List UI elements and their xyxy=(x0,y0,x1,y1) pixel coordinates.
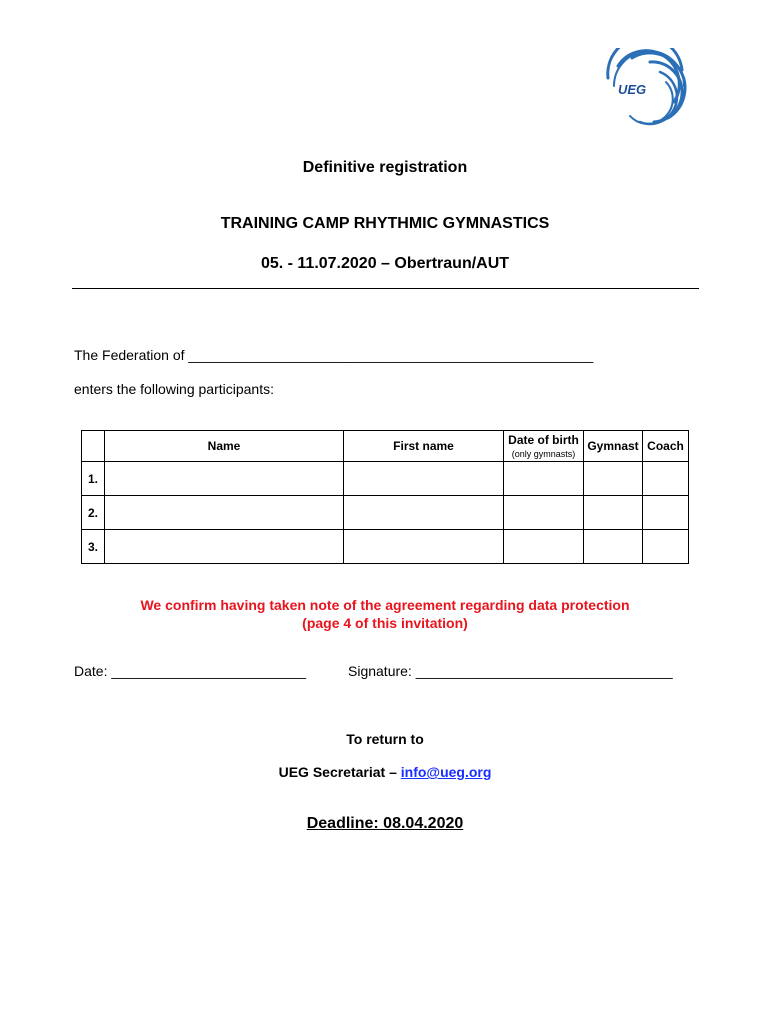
table-row xyxy=(82,496,689,530)
date-of-birth-cell[interactable] xyxy=(504,462,584,496)
email-link[interactable]: info@ueg.org xyxy=(400,764,492,780)
federation-field[interactable]: The Federation of ____________________________________________________ xyxy=(74,347,594,363)
gymnast-cell[interactable] xyxy=(584,462,643,496)
first-name-cell[interactable] xyxy=(344,530,504,564)
coach-cell[interactable] xyxy=(643,462,689,496)
coach-cell[interactable] xyxy=(643,496,689,530)
date-of-birth-cell[interactable] xyxy=(504,530,584,564)
participants-intro: enters the following participants: xyxy=(74,381,274,397)
row-number: 1. xyxy=(82,462,105,496)
row-number: 3. xyxy=(82,530,105,564)
event-dates-location: 05. - 11.07.2020 – Obertraun/AUT xyxy=(260,255,510,272)
data-protection-confirmation xyxy=(0,596,770,632)
row-number: 2. xyxy=(82,496,105,530)
logo-text: UEG xyxy=(618,82,647,97)
participants-table xyxy=(81,430,689,564)
col-name-header: Name xyxy=(105,431,344,462)
confirmation-line-2: (page 4 of this invitation) xyxy=(302,615,468,631)
deadline-block xyxy=(0,815,770,833)
signature-field[interactable]: Signature: _________________________________ xyxy=(348,663,673,679)
deadline-text: Deadline: 08.04.2020 xyxy=(306,815,464,832)
date-of-birth-note: (only gymnasts) xyxy=(511,449,576,459)
col-gymnast-header: Gymnast xyxy=(584,431,643,462)
date-of-birth-label: Date of birth xyxy=(508,433,579,447)
first-name-cell[interactable] xyxy=(344,496,504,530)
confirmation-line-1: We confirm having taken note of the agreement regarding data protection xyxy=(140,597,630,613)
col-number-header xyxy=(82,431,105,462)
first-name-cell[interactable] xyxy=(344,462,504,496)
event-title: TRAINING CAMP RHYTHMIC GYMNASTICS xyxy=(220,215,550,232)
return-to-label: To return to xyxy=(346,731,424,747)
col-date-of-birth-header xyxy=(504,431,584,462)
date-field[interactable]: Date: _________________________ xyxy=(74,663,307,679)
name-cell[interactable] xyxy=(105,530,344,564)
table-row xyxy=(82,530,689,564)
gymnast-cell[interactable] xyxy=(584,530,643,564)
name-cell[interactable] xyxy=(105,462,344,496)
coach-cell[interactable] xyxy=(643,530,689,564)
date-of-birth-cell[interactable] xyxy=(504,496,584,530)
secretariat-line xyxy=(0,764,770,780)
col-coach-header: Coach xyxy=(643,431,689,462)
ueg-logo xyxy=(594,48,690,126)
header-divider xyxy=(72,288,699,289)
col-first-name-header: First name xyxy=(344,431,504,462)
secretariat-label: UEG Secretariat – xyxy=(278,764,401,780)
table-header-row xyxy=(82,431,689,462)
name-cell[interactable] xyxy=(105,496,344,530)
document-title: Definitive registration xyxy=(302,159,468,176)
gymnast-cell[interactable] xyxy=(584,496,643,530)
table-row xyxy=(82,462,689,496)
